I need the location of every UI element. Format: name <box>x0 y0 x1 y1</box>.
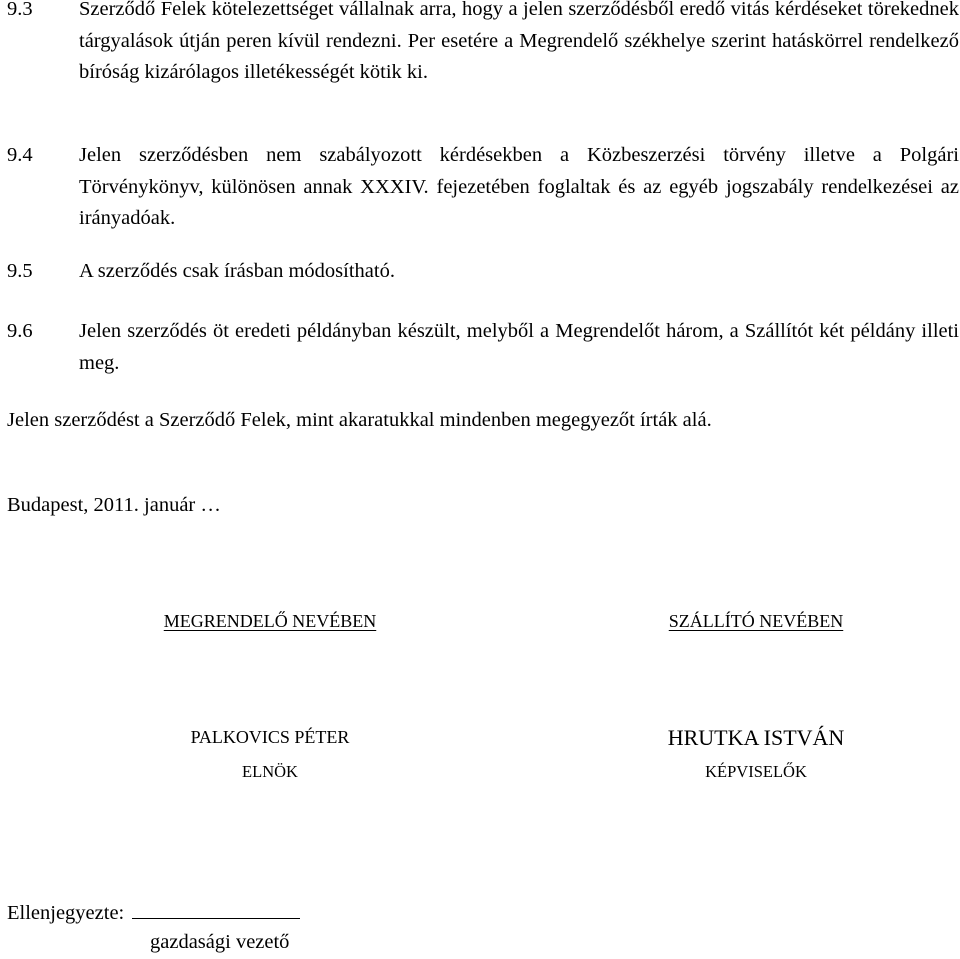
countersign <box>7 898 300 930</box>
section-text: Jelen szerződésben nem szabályozott kérdésekben a Közbeszerzési törvény illetve a Polgári Törvénykönyv, különösen annak XXXIV. fejezetében foglaltak és az egyéb jogszabály rendelkezései az irányadóak. <box>79 144 959 229</box>
closing-sentence: Jelen szerződést a Szerződő Felek, mint akaratukkal mindenben megegyezőt írták alá. <box>7 409 712 431</box>
section-text: Jelen szerződés öt eredeti példányban készült, melyből a Megrendelőt három, a Szállítót két példány illeti meg. <box>79 320 959 374</box>
signatory-name: PALKOVICS PÉTER <box>190 727 350 747</box>
countersign-signature-line <box>132 900 300 919</box>
section-number: 9.6 <box>7 320 33 342</box>
section-number: 9.5 <box>7 260 33 282</box>
signatory-role: KÉPVISELŐK <box>705 761 807 781</box>
signature-heading: MEGRENDELŐ NEVÉBEN <box>163 611 377 631</box>
section-text: Szerződő Felek kötelezettséget vállalnak arra, hogy a jelen szerződésből eredő vitás kérdéseket törekednek tárgyalások útján peren kívül rendezni. Per esetére a Megrendelő székhelye szerint hatáskörrel rendelkező bíróság kizárólagos illetékességét kötik ki. <box>79 0 959 83</box>
signature-left <box>130 606 410 638</box>
countersign-label: Ellenjegyezte: <box>7 902 125 924</box>
section-9-6 <box>7 316 959 379</box>
section-text: A szerződés csak írásban módosítható. <box>79 260 395 282</box>
section-number: 9.4 <box>7 144 33 166</box>
countersign-role: gazdasági vezető <box>150 931 290 953</box>
section-9-4 <box>7 140 959 235</box>
signatory-role: ELNÖK <box>242 761 298 781</box>
section-9-5 <box>7 256 959 288</box>
section-number: 9.3 <box>7 0 33 20</box>
place-date: Budapest, 2011. január … <box>7 494 221 516</box>
signature-right <box>616 606 896 638</box>
section-9-3 <box>7 0 959 89</box>
signatory-name: HRUTKA ISTVÁN <box>667 725 845 750</box>
signatory-left <box>130 722 410 787</box>
signatory-right <box>616 722 896 787</box>
signature-heading: SZÁLLÍTÓ NEVÉBEN <box>668 611 844 631</box>
